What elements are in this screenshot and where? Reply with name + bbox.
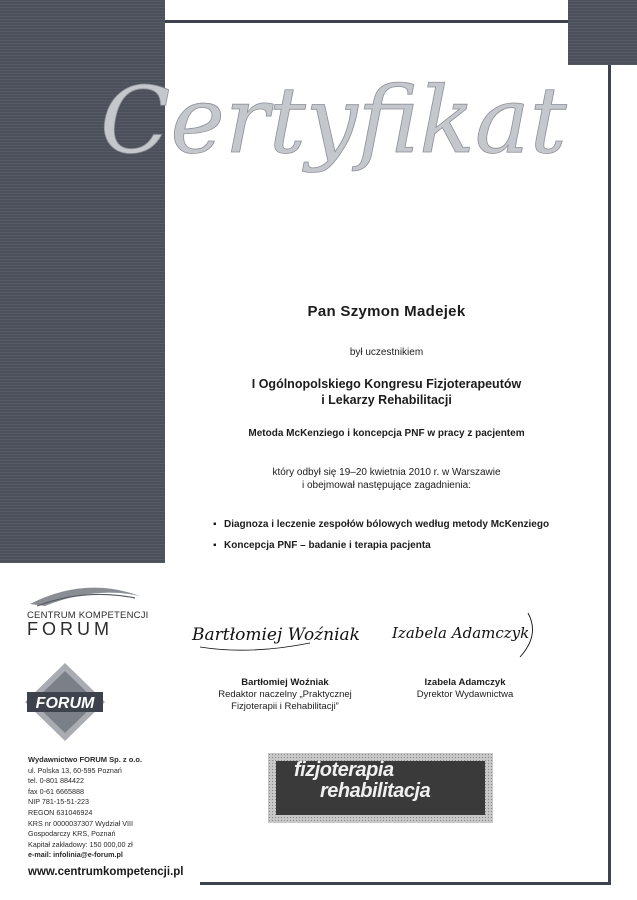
publisher-fax: fax 0-61 6665888	[28, 786, 84, 796]
signer-name: Izabela Adamczyk	[424, 677, 506, 688]
event-scope-line: i obejmował następujące zagadnienia:	[301, 480, 471, 491]
publisher-website: www.centrumkompetencji.pl	[28, 866, 184, 878]
publisher-tel: tel. 0-801 884422	[28, 776, 84, 786]
forum-logo-wordmark: FORUM	[27, 619, 113, 639]
frame-bottom-line	[200, 882, 611, 885]
signer-role-line: Dyrektor Wydawnictwa	[416, 689, 514, 700]
congress-line-2: i Lekarzy Rehabilitacji	[321, 393, 452, 407]
signature-wozniak	[190, 605, 365, 665]
certificate-title-text: Certyfikat	[100, 67, 567, 174]
centrum-logo-text: CENTRUM KOMPETENCJI	[27, 610, 149, 621]
event-date-line: który odbył się 19–20 kwietnia 2010 r. w Warszawie	[272, 467, 501, 478]
publisher-krs: KRS nr 0000037307 Wydział VIII	[28, 818, 134, 828]
signature-adamczyk	[390, 605, 550, 665]
signer-role-line: Redaktor naczelny „Praktycznej	[218, 689, 352, 700]
topics-list	[213, 514, 573, 556]
signature-adamczyk-text: Izabela Adamczyk	[392, 624, 530, 642]
frame-right-line	[608, 65, 611, 885]
signature-wozniak-text: Bartłomiej Woźniak	[192, 625, 360, 645]
signer-adamczyk	[390, 677, 540, 701]
magazine-title-line-1: fizjoterapia	[294, 759, 394, 781]
participant-label: był uczestnikiem	[349, 347, 424, 358]
signer-name: Bartłomiej Woźniak	[241, 677, 329, 688]
publisher-email: e-mail: infolinia@e-forum.pl	[28, 850, 123, 860]
topic-item: ▪ Koncepcja PNF – badanie i terapia pacjenta	[213, 535, 573, 556]
forum-logo-text: FORUM	[35, 695, 95, 712]
certificate-title	[80, 42, 600, 192]
signer-role-line: Fizjoterapii i Rehabilitacji”	[231, 701, 339, 712]
recipient-name: Pan Szymon Madejek	[307, 303, 466, 320]
publisher-info	[28, 755, 142, 861]
publisher-regon: REGON 631046924	[28, 807, 93, 817]
event-details	[165, 466, 608, 492]
congress-line-1: I Ogólnopolskiego Kongresu Fizjoterapeutów	[251, 377, 522, 391]
publisher-nip: NIP 781-15-51-223	[28, 797, 90, 807]
lecture-title: Metoda McKenziego i koncepcja PNF w pracy z pacjentem	[248, 428, 525, 439]
publisher-capital: Kapitał zakładowy: 150 000,00 zł	[28, 839, 133, 849]
signer-wozniak	[190, 677, 380, 713]
publisher-court: Gospodarczy KRS, Poznań	[28, 829, 116, 839]
frame-top-line	[165, 20, 568, 23]
magazine-logo	[268, 753, 493, 823]
forum-diamond-logo-icon	[25, 663, 105, 741]
congress-name	[165, 376, 608, 408]
topic-item: ▪ Diagnoza i leczenie zespołów bólowych według metody McKenziego	[213, 514, 573, 535]
publisher-company: Wydawnictwo FORUM Sp. z o.o.	[28, 755, 143, 764]
magazine-title-line-2: rehabilitacja	[320, 780, 431, 802]
publisher-address: ul. Polska 13, 60-595 Poznań	[28, 765, 122, 775]
